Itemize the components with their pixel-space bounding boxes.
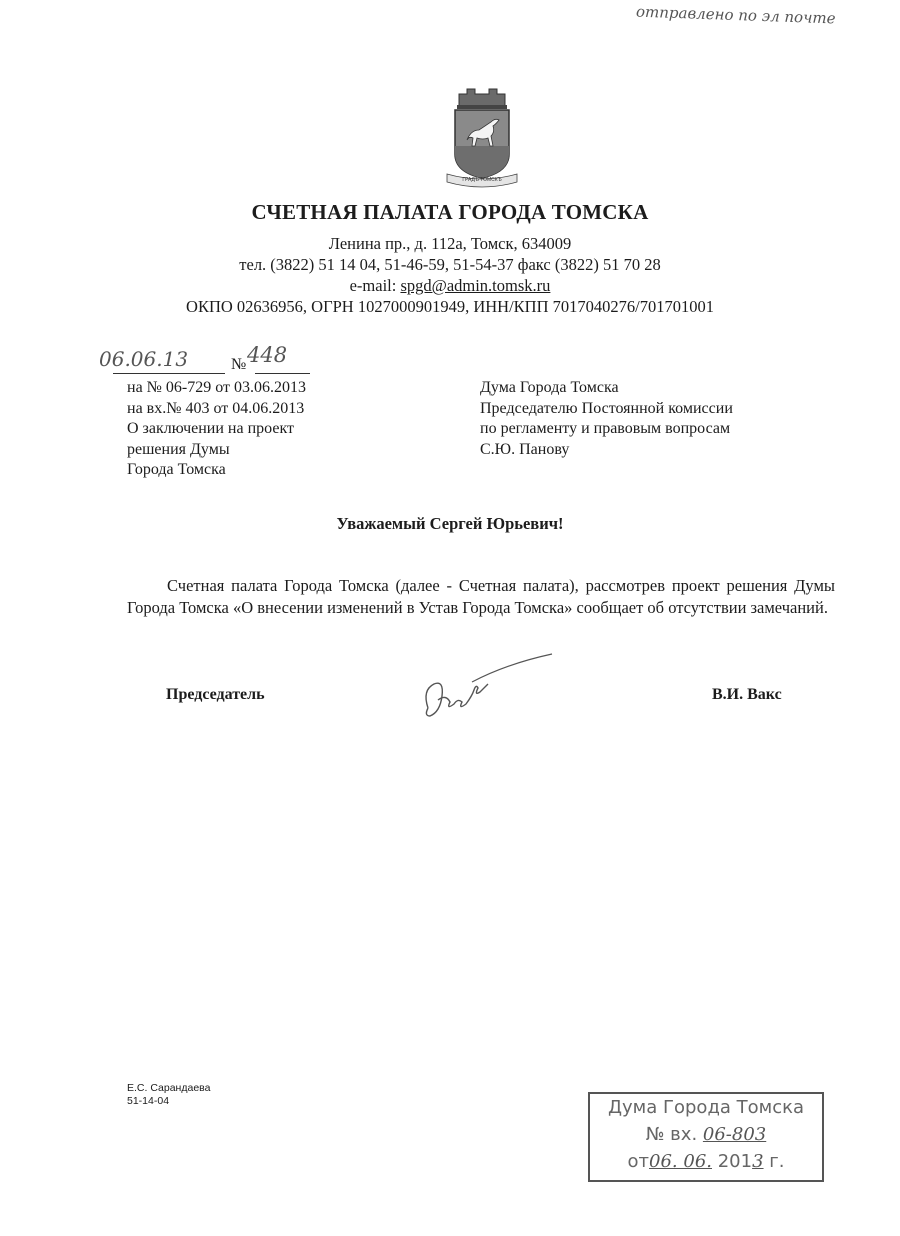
organization-email-line bbox=[0, 276, 900, 296]
executor-phone: 51-14-04 bbox=[127, 1095, 170, 1107]
reference-line-3: О заключении на проект bbox=[127, 420, 294, 437]
addressee-line-4: С.Ю. Панову bbox=[480, 440, 570, 458]
outgoing-number-label: № bbox=[231, 356, 247, 373]
email-link[interactable]: spgd@admin.tomsk.ru bbox=[400, 276, 551, 295]
incoming-registration-stamp bbox=[588, 1092, 824, 1182]
reference-line-1: на № 06-729 от 03.06.2013 bbox=[127, 379, 307, 396]
executor-name: Е.С. Сарандаева bbox=[127, 1082, 211, 1094]
reference-line-2: на вх.№ 403 от 04.06.2013 bbox=[127, 399, 305, 417]
stamp-org: Дума Города Томска bbox=[607, 1097, 805, 1118]
greeting: Уважаемый Сергей Юрьевич! bbox=[336, 514, 564, 533]
organization-codes: ОКПО 02636956, ОГРН 1027000901949, ИНН/КПП 7017040276/701701001 bbox=[186, 297, 714, 316]
outgoing-number: 448 bbox=[247, 343, 288, 367]
stamp-in-label: № вх. bbox=[645, 1124, 698, 1145]
handwritten-signature bbox=[416, 650, 556, 735]
stamp-date-day-month: 06. 06. bbox=[649, 1151, 712, 1172]
outgoing-date-field bbox=[99, 347, 225, 374]
organization-name: СЧЕТНАЯ ПАЛАТА ГОРОДА ТОМСКА bbox=[251, 200, 649, 224]
addressee-line-1: Дума Города Томска bbox=[480, 379, 619, 396]
organization-address: Ленина пр., д. 112а, Томск, 634009 bbox=[328, 234, 572, 253]
stamp-date-year-prefix: 201 bbox=[717, 1151, 753, 1172]
stamp-in-number: 06-803 bbox=[702, 1124, 767, 1145]
reference-line-5: Города Томска bbox=[127, 461, 226, 478]
addressee-line-3: по регламенту и правовым вопросам bbox=[480, 420, 731, 437]
stamp-date-prefix: от bbox=[627, 1151, 650, 1172]
stamp-date-row bbox=[590, 1148, 822, 1175]
signatory-position: Председатель bbox=[166, 686, 265, 703]
addressee-block bbox=[480, 378, 733, 460]
emblem-ribbon-text: ГРАДЪ ТОМСКЪ bbox=[462, 177, 502, 183]
reference-line-4: решения Думы bbox=[127, 440, 230, 458]
handwritten-note: отправлено по эл почте bbox=[635, 2, 836, 28]
executor-block bbox=[127, 1082, 210, 1108]
reference-block bbox=[127, 378, 306, 481]
stamp-in-row bbox=[590, 1121, 822, 1148]
signatory-name: В.И. Вакс bbox=[712, 686, 782, 703]
stamp-date-suffix: г. bbox=[769, 1151, 785, 1172]
coat-of-arms-emblem bbox=[441, 86, 523, 195]
stamp-date-year-suffix: 3 bbox=[752, 1151, 764, 1172]
email-label: e-mail: bbox=[349, 276, 401, 295]
outgoing-number-field bbox=[247, 343, 310, 374]
organization-phones: тел. (3822) 51 14 04, 51-46-59, 51-54-37 факс (3822) 51 70 28 bbox=[239, 255, 661, 274]
body-paragraph: Счетная палата Города Томска (далее - Счетная палата), рассмотрев проект решения Думы Города Томска «О внесении изменений в Устав Города Томска» сообщает об отсутствии замечаний. bbox=[127, 576, 835, 617]
addressee-line-2: Председателю Постоянной комиссии bbox=[480, 399, 733, 417]
outgoing-date: 06.06.13 bbox=[99, 347, 189, 371]
